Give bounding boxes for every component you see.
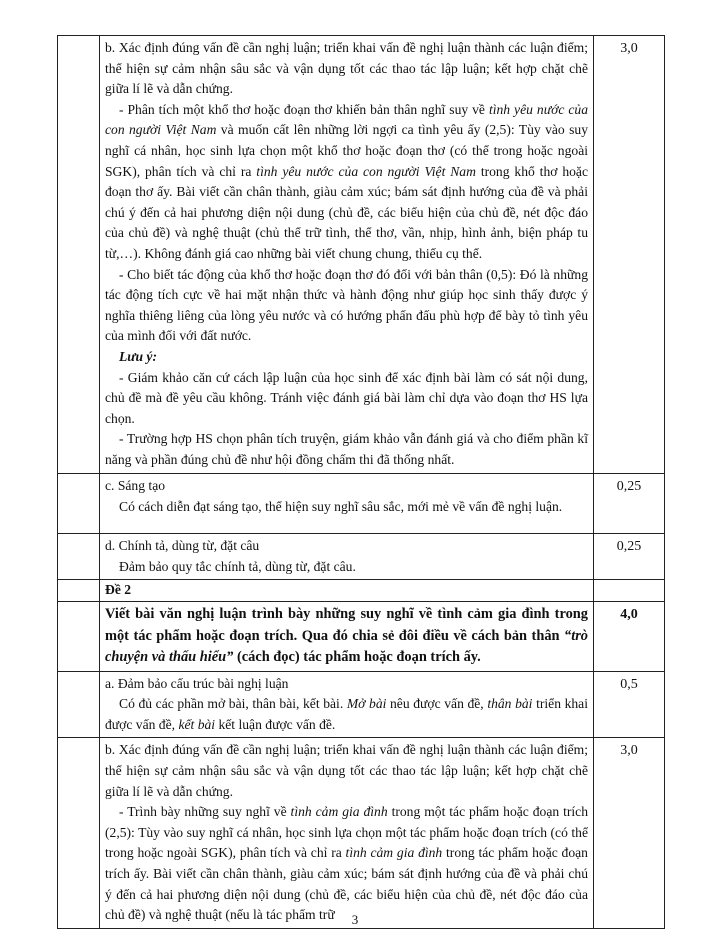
criteria-title: d. Chính tả, dùng từ, đặt câu <box>105 538 260 553</box>
criteria-text: b. Xác định đúng vấn đề cần nghị luận; triển khai vấn đề nghị luận thành các luận điểm; thể hiện sự cảm nhận sâu sắc và vận dụng tốt các thao tác lập luận; kết hợp chặt chẽ giữa lí lẽ và dẫn chứng. - Phân tích một khổ thơ hoặc đoạn thơ khiến bản thân nghĩ suy về tình yêu nước của con người Việt Nam và muốn cất lên những lời ngợi ca tình yêu ấy (2,5): Tùy vào suy nghĩ cá nhân, học sinh lựa chọn một khổ thơ hoặc đoạn thơ (có thể trong hoặc ngoài SGK), phân tích và chỉ ra tình yêu nước của con người Việt Nam trong khổ thơ hoặc đoạn thơ ấy. Bài viết cần chân thành, giàu cảm xúc; bám sát định hướng của đề và phải chú ý đến cả hai phương diện nội dung (chủ đề, các biểu hiện của chủ đề, nét độc đáo của chủ đề) và nghệ thuật (chủ thể trữ tình, thể thơ, vần, nhịp, hình ảnh, biện pháp tu từ,…). Không đánh giá cao những bài viết chung chung, thiếu cụ thể. - Cho biết tác động của khổ thơ hoặc đoạn thơ đó đối với bản thân (0,5): Đó là những tác động tích cực về hai mặt nhận thức và hành động như giúp học sinh thấy được ý nghĩa thiêng liêng của lòng yêu nước và có hướng phấn đấu phù hợp để bày tỏ tình yêu của mình đối với đất nước. Lưu ý: - Giám khảo căn cứ cách lập luận của học sinh để xác định bài làm có sát nội dung, chủ đề mà đề yêu cầu không. Tránh việc đánh giá bài làm chỉ dựa vào đoạn thơ HS lựa chọn. - Trường hợp HS chọn phân tích truyện, giám khảo vẫn đánh giá và cho điểm phần kĩ năng và phần đúng chủ đề như hội đồng chấm thi đã thống nhất. <box>105 40 589 467</box>
score-value: 3,0 <box>620 41 638 56</box>
criteria-title: a. Đảm bảo cấu trúc bài nghị luận <box>105 675 289 691</box>
prompt-text: Viết bài văn nghị luận trình bày những suy nghĩ về tình cảm gia đình trong một tác phẩm hoặc đoạn trích. Qua đó chia sẻ đôi điều về cách bản thân “trò chuyện và thấu hiểu” (cách đọc) tác phẩm hoặc đoạn trích ấy. <box>105 606 588 666</box>
table-row: a. Đảm bảo cấu trúc bài nghị luận Có đủ các phần mở bài, thân bài, kết bài. Mở bài nêu được vấn đề, thân bài triển khai được vấn đề, kết bài kết luận được vấn đề. 0,5 <box>58 671 665 738</box>
table-row: c. Sáng tạo Có cách diễn đạt sáng tạo, thể hiện suy nghĩ sâu sắc, mới mẻ về vấn đề nghị luận. 0,25 <box>58 474 665 534</box>
page-number: 3 <box>351 912 359 927</box>
score-value: 4,0 <box>620 607 638 623</box>
table-row <box>58 36 665 474</box>
score-value: 3,0 <box>620 743 638 759</box>
table-row: b. Xác định đúng vấn đề cần nghị luận; triển khai vấn đề nghị luận thành các luận điểm; thể hiện sự cảm nhận sâu sắc và vận dụng tốt các thao tác lập luận; kết hợp chặt chẽ giữa lí lẽ và dẫn chứng. - Trình bày những suy nghĩ về tình cảm gia đình trong một tác phẩm hoặc đoạn trích (2,5): Tùy vào suy nghĩ cá nhân, học sinh lựa chọn một tác phẩm hoặc đoạn trích (có thể trong hoặc ngoài SGK), phân tích và chỉ ra tình cảm gia đình trong tác phẩm hoặc đoạn trích ấy. Bài viết cần chân thành, giàu cảm xúc; bám sát định hướng của đề và phải chú ý đến cả hai phương diện nội dung (chủ đề, các biểu hiện của chủ đề, nét độc đáo của chủ đề) và nghệ thuật (nếu là tác phẩm trữ 3,0 <box>58 738 665 928</box>
grading-table <box>57 35 665 929</box>
criteria-title: c. Sáng tạo <box>105 478 166 493</box>
section-heading: Đề 2 <box>105 582 132 598</box>
note-label: Lưu ý: <box>119 348 157 364</box>
score-value: 0,25 <box>616 479 642 494</box>
table-row <box>58 580 665 602</box>
table-row <box>58 602 665 672</box>
score-value: 0,25 <box>616 539 642 554</box>
score-value: 0,5 <box>620 676 638 692</box>
table-row: d. Chính tả, dùng từ, đặt câu Đảm bảo quy tắc chính tả, dùng từ, đặt câu. 0,25 <box>58 534 665 580</box>
